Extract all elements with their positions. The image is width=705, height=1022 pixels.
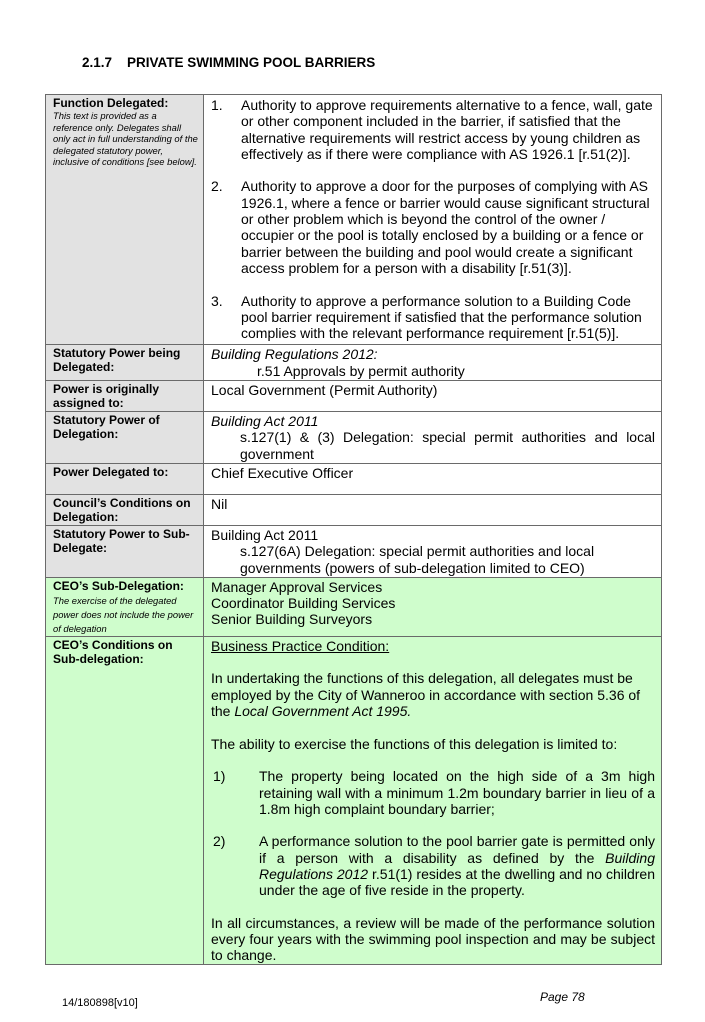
function-item	[211, 97, 655, 162]
statutory-power-delegation-label: Statutory Power of Delegation:	[46, 412, 204, 464]
statutory-power-subdelegate-line1: Building Act 2011	[211, 526, 319, 543]
council-conditions-value: Nil	[204, 494, 662, 525]
function-delegated-value	[204, 95, 662, 345]
statutory-power-delegation-line1: Building Act 2011	[211, 413, 319, 430]
limitation-intro: The ability to exercise the functions of this delegation is limited to:	[211, 735, 618, 752]
row-ceo-conditions	[46, 636, 662, 964]
employment-condition-text: In undertaking the functions of this delegation, all delegates must be employed by the City of Wanneroo in accordance with section 5.36 of the	[211, 670, 641, 720]
ceo-subdelegation-label: CEO’s Sub-Delegation:	[53, 578, 184, 593]
council-conditions-label: Council’s Conditions on Delegation:	[46, 494, 204, 525]
ceo-subdelegation-label-cell	[46, 577, 204, 636]
row-ceo-subdelegation	[46, 577, 662, 636]
statutory-power-delegation-line2: s.127(1) & (3) Delegation: special permit authorities and local government	[240, 429, 655, 462]
statutory-power-subdelegate-line2: s.127(6A) Delegation: special permit authorities and local governments (powers of sub-delegation limited to CEO)	[240, 543, 595, 576]
ceo-conditions-value	[204, 636, 662, 964]
statutory-power-label: Statutory Power being Delegated:	[46, 345, 204, 381]
function-delegated-note: This text is provided as a reference only. Delegates shall only act in full understanding of the delegated statutory power, inclusive of conditions [see below].	[53, 110, 198, 168]
subdelegate-item: Senior Building Surveyors	[211, 611, 373, 628]
power-delegated-to-value: Chief Executive Officer	[204, 463, 662, 494]
function-item-text: Authority to approve requirements alternative to a fence, wall, gate or other component included in the barrier, if satisfied that the alternative requirements will restrict access by young children as effectively as if there were compliance with AS 1926.1 [r.51(2)].	[241, 97, 653, 162]
ceo-subdelegation-note: The exercise of the delegated power does not include the power of delegation	[53, 594, 194, 634]
power-originally-value: Local Government (Permit Authority)	[204, 381, 662, 412]
condition-item	[211, 833, 655, 898]
document-reference: 14/180898[v10]	[62, 997, 138, 1009]
delegation-table	[45, 94, 662, 965]
function-item-number: 3.	[211, 292, 223, 309]
row-council-conditions	[46, 494, 662, 525]
function-list	[211, 97, 655, 341]
subdelegate-item: Manager Approval Services	[211, 578, 383, 595]
condition-number: 1)	[213, 768, 226, 785]
function-item-number: 1.	[211, 97, 223, 113]
power-originally-label: Power is originally assigned to:	[46, 381, 204, 412]
building-regulations-ref: Building Regulations 2012	[259, 849, 655, 882]
ceo-subdelegation-value	[204, 577, 662, 636]
function-item	[211, 293, 655, 342]
statutory-power-value	[204, 345, 662, 381]
function-delegated-label: Function Delegated:	[53, 96, 169, 110]
review-condition: In all circumstances, a review will be made of the performance solution every four years with the swimming pool inspection and may be subject to change.	[211, 914, 655, 964]
condition-text: The property being located on the high side of a 3m high retaining wall with a minimum 1.2m boundary barrier in lieu of a 1.8m high complaint boundary barrier;	[259, 768, 655, 817]
section-heading: 2.1.7 PRIVATE SWIMMING POOL BARRIERS	[82, 55, 376, 70]
ceo-conditions-label: CEO’s Conditions on Sub-delegation:	[46, 636, 204, 964]
function-item	[211, 178, 655, 276]
function-item-number: 2.	[211, 178, 223, 195]
function-item-text: Authority to approve a performance solution to a Building Code pool barrier requirement if satisfied that the performance solution complies with the relevant performance requirement [r.51(5)].	[241, 292, 642, 342]
business-practice-title: Business Practice Condition:	[211, 637, 390, 654]
page-number: Page 78	[540, 990, 585, 1004]
row-function-delegated	[46, 95, 662, 345]
statutory-power-line1: Building Regulations 2012:	[211, 346, 378, 363]
local-government-act-ref: Local Government Act 1995.	[234, 703, 412, 720]
statutory-power-subdelegate-label: Statutory Power to Sub-Delegate:	[46, 525, 204, 577]
row-power-originally	[46, 381, 662, 412]
employment-condition	[211, 670, 655, 719]
function-delegated-label-cell	[46, 95, 204, 345]
condition-text: A performance solution to the pool barrier gate is permitted only if a person with a disability as defined by the Building Regulations 2012 r.51(1) resides at the dwelling and no children under the age of five reside in the property.	[259, 833, 655, 899]
condition-item	[211, 768, 655, 817]
power-delegated-to-label: Power Delegated to:	[46, 463, 204, 494]
condition-number: 2)	[213, 833, 226, 850]
statutory-power-subdelegate-value	[204, 525, 662, 577]
row-statutory-power-delegation	[46, 412, 662, 464]
statutory-power-line2: r.51 Approvals by permit authority	[257, 362, 465, 379]
subdelegate-item: Coordinator Building Services	[211, 595, 396, 612]
function-item-text: Authority to approve a door for the purposes of complying with AS 1926.1, where a fence or barrier would cause significant structural or other problem which is beyond the control of the owner / occupier or the pool is totally enclosed by a building or a fence or barrier between the building and pool would create a significant access problem for a person with a disability [r.51(3)].	[241, 178, 650, 276]
statutory-power-delegation-value	[204, 412, 662, 464]
row-statutory-power-subdelegate	[46, 525, 662, 577]
row-statutory-power	[46, 345, 662, 381]
row-power-delegated-to	[46, 463, 662, 494]
